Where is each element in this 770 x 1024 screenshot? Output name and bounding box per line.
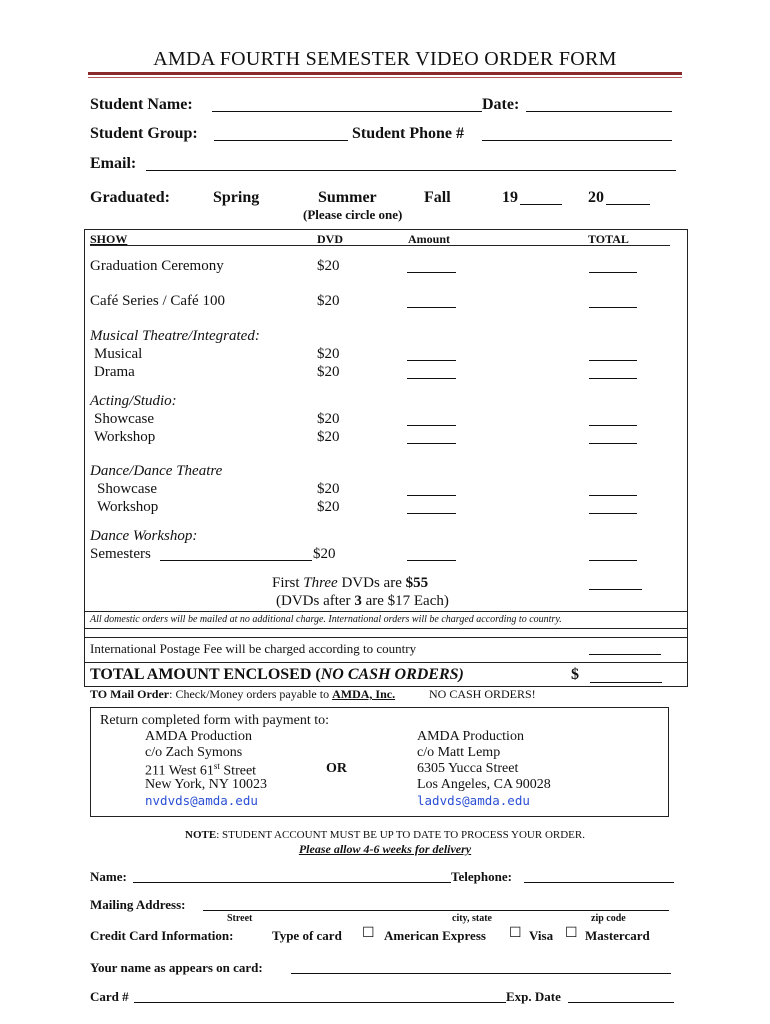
price-semesters: $20 — [313, 546, 336, 562]
la-line-3: 6305 Yucca Street — [417, 761, 519, 776]
or-label: OR — [326, 761, 347, 776]
item-dance-showcase: Showcase — [97, 481, 157, 497]
after-three-num: 3 — [354, 593, 362, 609]
telephone-label: Telephone: — [451, 869, 512, 884]
amount-cafe[interactable] — [407, 307, 456, 308]
after-three-post: are $17 Each) — [361, 593, 449, 609]
card-number-field[interactable] — [134, 1002, 506, 1003]
payee: AMDA, Inc. — [332, 687, 396, 701]
option-fall[interactable]: Fall — [424, 189, 451, 206]
circle-note: (Please circle one) — [303, 207, 403, 222]
exp-date-label: Exp. Date — [506, 989, 561, 1004]
email-field[interactable] — [146, 170, 676, 171]
amount-acting-workshop[interactable] — [407, 443, 456, 444]
postage-rule — [84, 637, 688, 638]
group-acting-studio: Acting/Studio: — [90, 393, 177, 409]
billing-name-field[interactable] — [133, 882, 451, 883]
amex-label: American Express — [384, 928, 486, 943]
delivery-note: Please allow 4-6 weeks for delivery — [298, 842, 472, 856]
mail-note-rule-bottom — [84, 628, 688, 629]
total-enclosed-field[interactable] — [590, 682, 662, 683]
item-dance-workshop: Workshop — [97, 499, 159, 515]
account-note-text: : STUDENT ACCOUNT MUST BE UP TO DATE TO PROCESS YOUR ORDER. — [216, 829, 585, 841]
amount-musical[interactable] — [407, 360, 456, 361]
total-acting-workshop[interactable] — [589, 443, 637, 444]
credit-card-label: Credit Card Information: — [90, 928, 234, 943]
mail-note-rule-top — [84, 611, 688, 612]
col-dvd: DVD — [317, 232, 343, 246]
amount-graduation[interactable] — [407, 272, 456, 273]
ny-street-suffix: st — [213, 761, 220, 771]
year-19-field[interactable] — [520, 204, 562, 205]
first-three-price: $55 — [405, 575, 429, 591]
student-name-label: Student Name: — [90, 96, 193, 113]
ny-street-word: Street — [219, 763, 257, 779]
mailing-address-field[interactable] — [203, 910, 669, 911]
card-type-label: Type of card — [272, 928, 342, 943]
postage-note: International Postage Fee will be charged according to country — [90, 641, 417, 656]
zip-caption: zip code — [591, 913, 626, 924]
total-rule — [84, 662, 688, 663]
date-field[interactable] — [526, 111, 672, 112]
ny-line-2: c/o Zach Symons — [145, 745, 243, 760]
title-rule-thin — [88, 77, 682, 78]
amount-semesters[interactable] — [407, 560, 456, 561]
semesters-field[interactable] — [160, 560, 312, 561]
visa-checkbox[interactable]: ☐ — [509, 925, 522, 941]
city-caption: city, state — [452, 913, 492, 924]
total-dance-showcase[interactable] — [589, 495, 637, 496]
student-phone-label: Student Phone # — [352, 125, 465, 142]
la-email-link[interactable]: ladvds@amda.edu — [417, 793, 530, 808]
mastercard-label: Mastercard — [585, 928, 650, 943]
price-musical: $20 — [317, 346, 340, 362]
table-header-rule — [90, 245, 670, 246]
telephone-field[interactable] — [524, 882, 674, 883]
price-cafe: $20 — [317, 293, 340, 309]
total-enclosed-italic: NO CASH ORDERS) — [320, 666, 464, 683]
item-cafe: Café Series / Café 100 — [90, 293, 225, 309]
after-three-note — [276, 593, 449, 610]
mail-order-text: : Check/Money orders payable to — [169, 687, 333, 701]
student-name-field[interactable] — [212, 111, 482, 112]
total-acting-showcase[interactable] — [589, 425, 637, 426]
total-enclosed — [90, 666, 464, 684]
account-note-label: NOTE — [185, 829, 217, 841]
name-on-card-label: Your name as appears on card: — [90, 960, 263, 975]
group-dance-theatre: Dance/Dance Theatre — [90, 463, 223, 479]
name-on-card-field[interactable] — [291, 973, 671, 974]
item-acting-workshop: Workshop — [94, 429, 156, 445]
street-caption: Street — [227, 913, 253, 924]
total-semesters[interactable] — [589, 560, 637, 561]
price-acting-showcase: $20 — [317, 411, 340, 427]
mail-order-label: TO Mail Order — [90, 687, 170, 701]
mailing-address-label: Mailing Address: — [90, 897, 186, 912]
item-graduation: Graduation Ceremony — [90, 258, 224, 274]
la-line-1: AMDA Production — [417, 729, 524, 744]
first-three-mid: DVDs are — [337, 575, 406, 591]
item-semesters: Semesters — [90, 546, 151, 562]
student-group-label: Student Group: — [90, 125, 198, 142]
amount-acting-showcase[interactable] — [407, 425, 456, 426]
col-total: TOTAL — [588, 232, 629, 246]
group-musical-theatre: Musical Theatre/Integrated: — [90, 328, 260, 344]
first-three-italic: Three — [303, 575, 338, 591]
price-acting-workshop: $20 — [317, 429, 340, 445]
item-musical: Musical — [94, 346, 143, 362]
mail-order-line — [90, 687, 395, 702]
amex-checkbox[interactable]: ☐ — [362, 925, 375, 941]
mail-note: All domestic orders will be mailed at no additional charge. International orders will be charged according to country. — [90, 614, 562, 625]
no-cash-note: NO CASH ORDERS! — [429, 687, 536, 701]
after-three-pre: (DVDs after — [276, 593, 355, 609]
postage-field[interactable] — [589, 654, 661, 655]
date-label: Date: — [482, 96, 520, 113]
option-spring[interactable]: Spring — [213, 189, 260, 206]
title-rule — [88, 72, 682, 75]
amount-dance-showcase[interactable] — [407, 495, 456, 496]
item-drama: Drama — [94, 364, 135, 380]
total-enclosed-pre: TOTAL AMOUNT ENCLOSED ( — [90, 666, 321, 683]
total-musical[interactable] — [589, 360, 637, 361]
first-three-pre: First — [272, 575, 304, 591]
price-dance-workshop: $20 — [317, 499, 340, 515]
col-show: SHOW — [90, 232, 128, 246]
item-acting-showcase: Showcase — [94, 411, 154, 427]
total-graduation[interactable] — [589, 272, 637, 273]
ny-line-1: AMDA Production — [145, 729, 252, 744]
mastercard-checkbox[interactable]: ☐ — [565, 925, 578, 941]
graduated-label: Graduated: — [90, 189, 170, 206]
price-dance-showcase: $20 — [317, 481, 340, 497]
visa-label: Visa — [529, 928, 554, 943]
ny-email-link[interactable]: nvdvds@amda.edu — [145, 793, 258, 808]
option-summer[interactable]: Summer — [318, 189, 377, 206]
form-title: AMDA FOURTH SEMESTER VIDEO ORDER FORM — [153, 48, 617, 70]
ny-street-number: 211 West 61 — [145, 763, 214, 779]
account-note — [0, 829, 770, 841]
total-dollar-sign: $ — [571, 666, 579, 683]
ny-line-4: New York, NY 10023 — [145, 777, 267, 792]
total-drama[interactable] — [589, 378, 637, 379]
card-number-label: Card # — [90, 989, 129, 1004]
student-phone-field[interactable] — [482, 140, 672, 141]
total-dance-workshop[interactable] — [589, 513, 637, 514]
group-dance-workshop: Dance Workshop: — [90, 528, 198, 544]
col-amount: Amount — [408, 232, 451, 246]
exp-date-field[interactable] — [568, 1002, 674, 1003]
student-group-field[interactable] — [214, 140, 348, 141]
year-20-label: 20 — [588, 189, 604, 206]
return-label: Return completed form with payment to: — [100, 713, 330, 728]
la-line-2: c/o Matt Lemp — [417, 745, 501, 760]
amount-drama[interactable] — [407, 378, 456, 379]
total-cafe[interactable] — [589, 307, 637, 308]
billing-name-label: Name: — [90, 869, 127, 884]
la-line-4: Los Angeles, CA 90028 — [417, 777, 551, 792]
first-three-note — [272, 575, 428, 592]
email-label: Email: — [90, 155, 137, 172]
amount-dance-workshop[interactable] — [407, 513, 456, 514]
year-20-field[interactable] — [606, 204, 650, 205]
price-drama: $20 — [317, 364, 340, 380]
price-graduation: $20 — [317, 258, 340, 274]
year-19-label: 19 — [502, 189, 518, 206]
total-first-three[interactable] — [589, 589, 642, 590]
